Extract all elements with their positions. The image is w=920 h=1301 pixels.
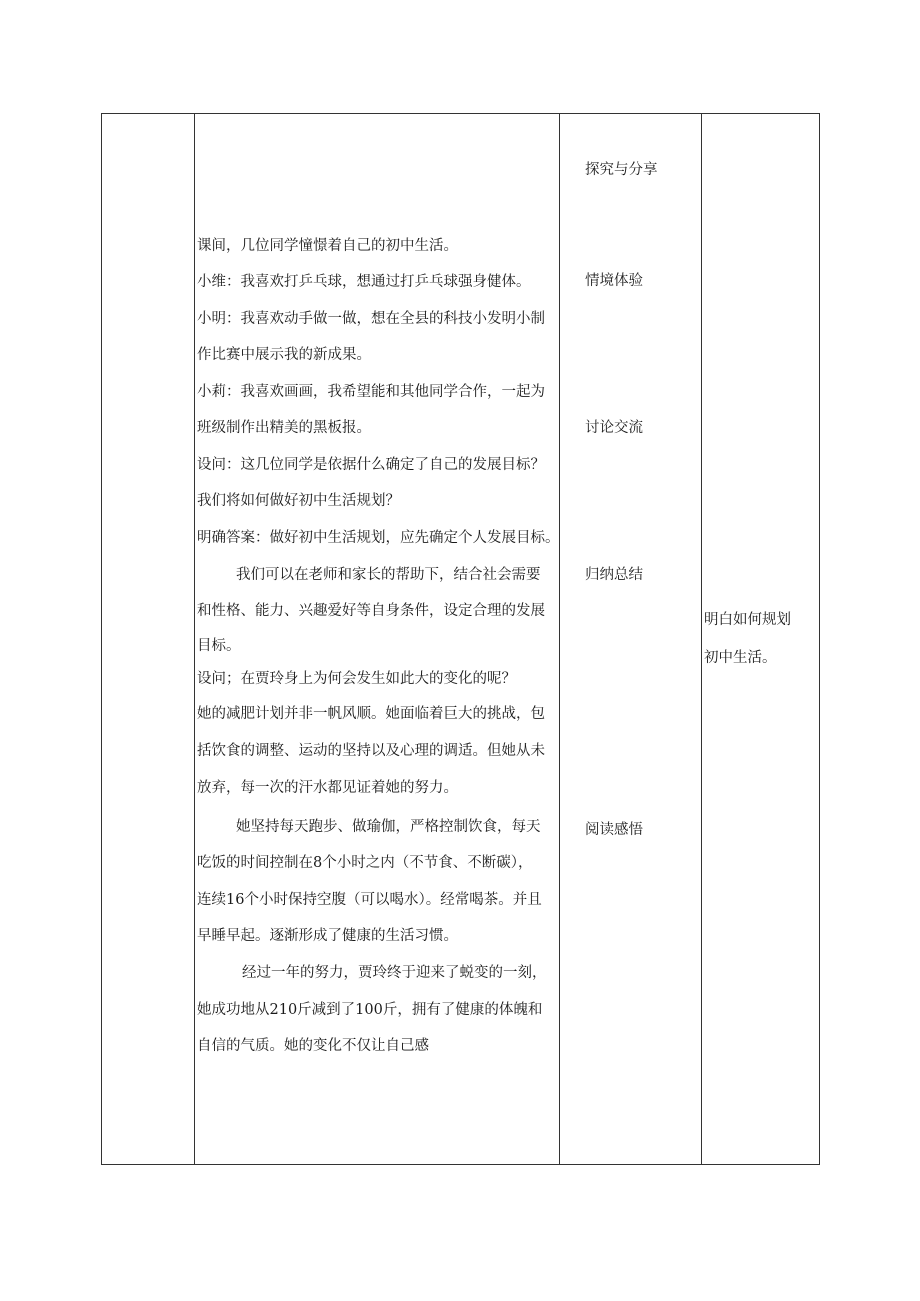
content-line-11: 和性格、能力、兴趣爱好等自身条件，设定合理的发展 bbox=[197, 603, 545, 619]
content-line-7: 设问：这几位同学是依据什么确定了自己的发展目标？ bbox=[197, 457, 545, 473]
content-line-2: 小维：我喜欢打乒乓球，想通过打乒乓球强身健体。 bbox=[197, 274, 531, 290]
activity-label-scenario: 情境体验 bbox=[585, 273, 643, 289]
content-line-23: 自信的气质。她的变化不仅让自己感 bbox=[197, 1038, 429, 1054]
content-line-9: 明确答案：做好初中生活规划，应先确定个人发展目标。 bbox=[197, 530, 560, 546]
content-line-18: 吃饭的时间控制在8个小时之内（不节食、不断碳）， bbox=[197, 855, 533, 871]
content-line-8: 我们将如何做好初中生活规划？ bbox=[197, 493, 400, 509]
column-divider-3 bbox=[701, 114, 702, 1164]
content-line-22: 她成功地从210斤减到了100斤，拥有了健康的体魄和 bbox=[197, 1002, 543, 1018]
content-line-1: 课间，几位同学憧憬着自己的初中生活。 bbox=[197, 238, 458, 254]
content-line-16: 放弃，每一次的汗水都见证着她的努力。 bbox=[197, 780, 458, 796]
content-line-3: 小明：我喜欢动手做一做，想在全县的科技小发明小制 bbox=[197, 311, 545, 327]
content-line-12: 目标。 bbox=[197, 638, 241, 654]
content-line-14: 她的减肥计划并非一帆风顺。她面临着巨大的挑战，包 bbox=[197, 706, 545, 722]
activity-label-summary: 归纳总结 bbox=[585, 567, 643, 583]
content-line-19: 连续16个小时保持空腹（可以喝水）。经常喝茶。并且 bbox=[197, 892, 542, 908]
content-line-13: 设问；在贾玲身上为何会发生如此大的变化的呢？ bbox=[197, 671, 516, 687]
content-line-4: 作比赛中展示我的新成果。 bbox=[197, 347, 371, 363]
content-line-15: 括饮食的调整、运动的坚持以及心理的调适。但她从未 bbox=[197, 743, 545, 759]
lesson-table bbox=[101, 113, 820, 1165]
content-line-6: 班级制作出精美的黑板报。 bbox=[197, 420, 371, 436]
column-divider-1 bbox=[194, 114, 195, 1164]
content-line-21: 经过一年的努力，贾玲终于迎来了蜕变的一刻， bbox=[242, 965, 547, 981]
activity-label-reading: 阅读感悟 bbox=[585, 822, 643, 838]
goal-line-2: 初中生活。 bbox=[704, 650, 777, 666]
goal-line-1: 明白如何规划 bbox=[704, 612, 791, 628]
column-divider-2 bbox=[559, 114, 560, 1164]
activity-label-explore-share: 探究与分享 bbox=[585, 162, 658, 178]
activity-label-discussion: 讨论交流 bbox=[585, 420, 643, 436]
content-line-20: 早睡早起。逐渐形成了健康的生活习惯。 bbox=[197, 928, 458, 944]
content-line-17: 她坚持每天跑步、做瑜伽，严格控制饮食，每天 bbox=[236, 819, 541, 835]
content-line-5: 小莉：我喜欢画画，我希望能和其他同学合作，一起为 bbox=[197, 384, 545, 400]
content-line-10: 我们可以在老师和家长的帮助下，结合社会需要 bbox=[236, 567, 541, 583]
